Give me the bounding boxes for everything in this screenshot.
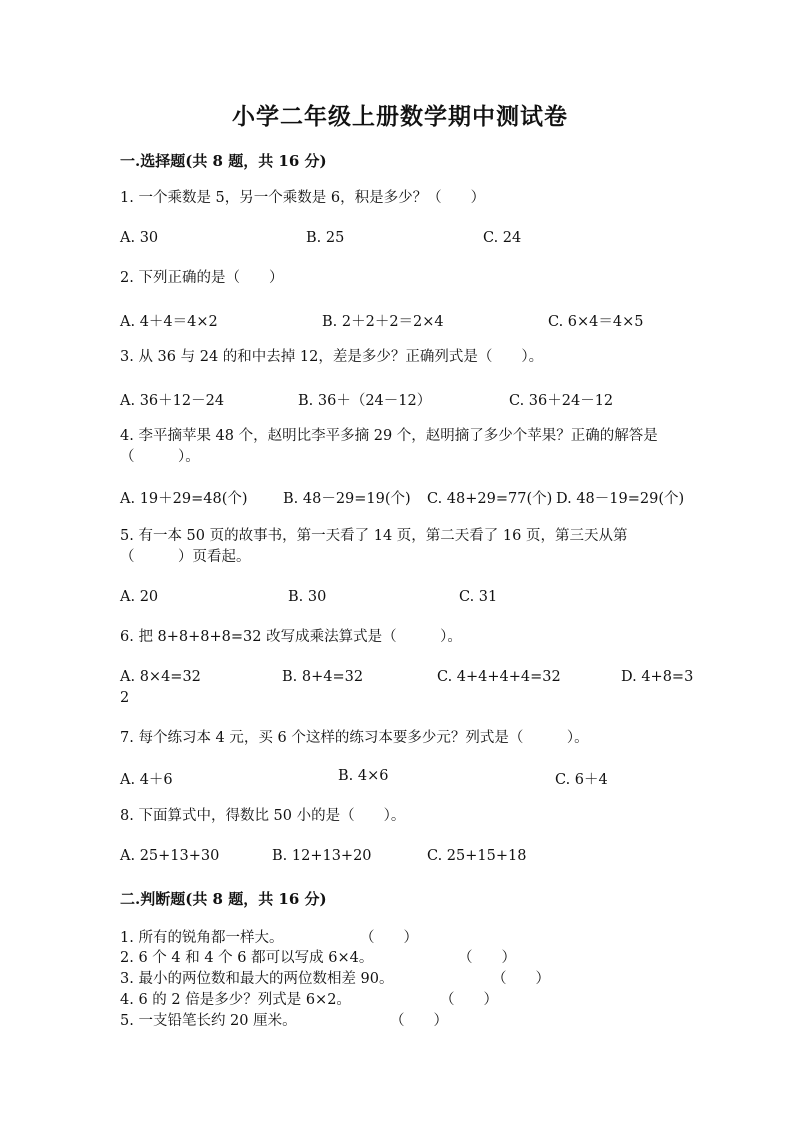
section-heading-choice: 一.选择题(共 8 题，共 16 分) [120,152,327,170]
tf-item-4: 4. 6 的 2 倍是多少？列式是 6×2。 [120,992,351,1008]
tf-item-5: 5. 一支铅笔长约 20 厘米。 [120,1013,297,1029]
tf-answer-1[interactable]: （ ） [360,930,418,946]
option-5a[interactable]: A. 20 [120,589,159,605]
tf-item-1: 1. 所有的锐角都一样大。 [120,930,284,946]
option-8b[interactable]: B. 12+13+20 [272,848,372,864]
question-1: 1. 一个乘数是 5，另一个乘数是 6，积是多少？（ ） [120,190,486,206]
option-2b[interactable]: B. 2＋2＋2＝2×4 [322,314,444,330]
option-2c[interactable]: C. 6×4＝4×5 [548,314,644,330]
option-8c[interactable]: C. 25+15+18 [427,848,527,864]
option-6a[interactable]: A. 8×4=32 [120,669,201,685]
option-8a[interactable]: A. 25+13+30 [120,848,220,864]
option-1a[interactable]: A. 30 [120,230,159,246]
option-2a[interactable]: A. 4＋4＝4×2 [120,314,218,330]
option-5c[interactable]: C. 31 [459,589,498,605]
section-heading-truefalse: 二.判断题(共 8 题，共 16 分) [120,890,327,908]
option-4c[interactable]: C. 48+29=77(个) [427,491,553,507]
question-2: 2. 下列正确的是（ ） [120,270,284,286]
question-8: 8. 下面算式中，得数比 50 小的是（ ）。 [120,808,406,824]
option-3c[interactable]: C. 36＋24－12 [509,393,614,409]
option-7b[interactable]: B. 4×6 [338,768,389,784]
question-5: 5. 有一本 50 页的故事书，第一天看了 14 页，第二天看了 16 页，第三天从第（ ）页看起。 [120,528,628,565]
tf-item-2: 2. 6 个 4 和 4 个 6 都可以写成 6×4。 [120,950,374,966]
question-7: 7. 每个练习本 4 元，买 6 个这样的练习本要多少元？列式是（ ）。 [120,730,589,746]
option-4a[interactable]: A. 19＋29=48(个) [120,491,248,507]
tf-answer-5[interactable]: （ ） [390,1013,448,1029]
option-1c[interactable]: C. 24 [483,230,522,246]
option-3b[interactable]: B. 36＋（24－12） [298,393,432,409]
question-4: 4. 李平摘苹果 48 个，赵明比李平多摘 29 个，赵明摘了多少个苹果？正确的解答是 （ ）。 [120,428,658,465]
option-5b[interactable]: B. 30 [288,589,327,605]
option-6d-wrap: 2 [120,690,130,706]
option-4b[interactable]: B. 48－29=19(个) [283,491,411,507]
option-1b[interactable]: B. 25 [306,230,345,246]
option-7c[interactable]: C. 6＋4 [555,772,608,788]
tf-answer-3[interactable]: （ ） [492,971,550,987]
tf-answer-4[interactable]: （ ） [440,992,498,1008]
option-6d[interactable]: D. 4+8=3 [621,669,694,685]
question-6: 6. 把 8+8+8+8=32 改写成乘法算式是（ ）。 [120,629,462,645]
tf-answer-2[interactable]: （ ） [458,950,516,966]
option-6c[interactable]: C. 4+4+4+4=32 [437,669,561,685]
option-6b[interactable]: B. 8+4=32 [282,669,364,685]
tf-item-3: 3. 最小的两位数和最大的两位数相差 90。 [120,971,394,987]
option-3a[interactable]: A. 36＋12－24 [120,393,225,409]
page-title: 小学二年级上册数学期中测试卷 [232,103,568,130]
option-4d[interactable]: D. 48－19=29(个) [556,491,685,507]
question-3: 3. 从 36 与 24 的和中去掉 12，差是多少？正确列式是（ ）。 [120,349,544,365]
option-7a[interactable]: A. 4＋6 [120,772,173,788]
